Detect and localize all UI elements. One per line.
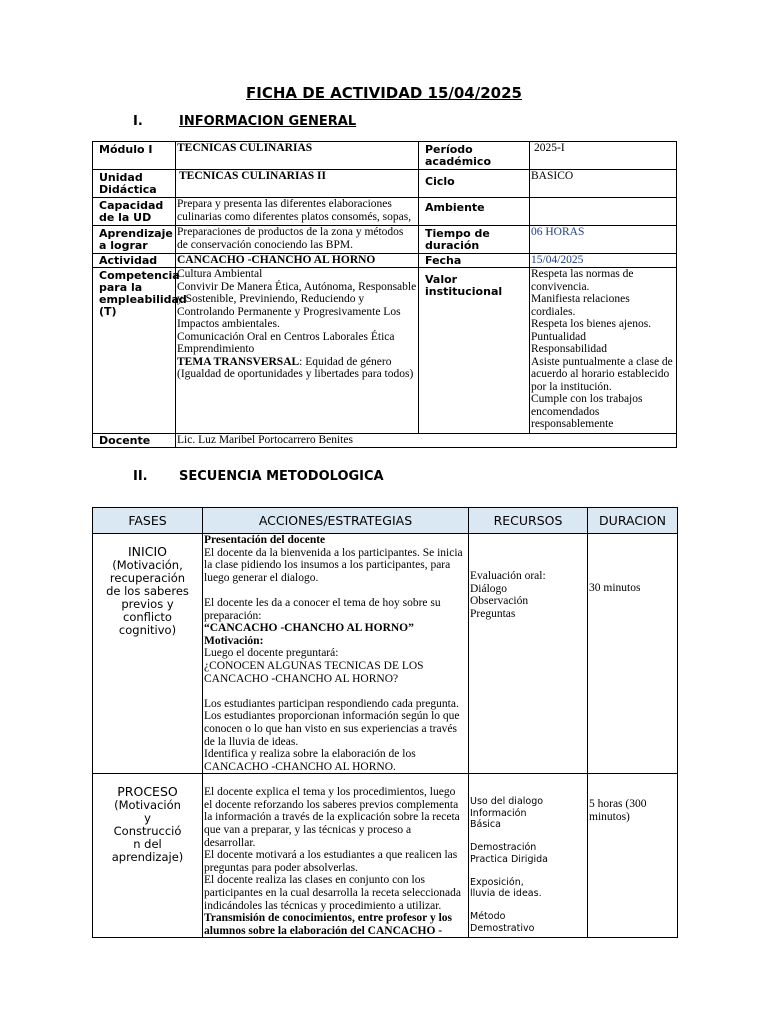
recurso-item: Uso del dialogo	[470, 796, 544, 808]
aprendizaje-label: Aprendizaje a lograr	[93, 226, 176, 254]
accion-line: Identifica y realiza sobre la elaboración de los	[204, 748, 416, 761]
competencia-line: Convivir De Manera Ética, Autónoma, Responsable	[177, 280, 417, 293]
aprendizaje-value: Preparaciones de productos de la zona y métodos de conservación conociendo las BPM.	[176, 226, 419, 254]
competencia-cell	[176, 268, 419, 434]
recurso-item: Demostrativo	[470, 922, 535, 934]
header-fases: FASES	[93, 508, 203, 534]
document-title: FICHA DE ACTIVIDAD 15/04/2025	[246, 84, 522, 102]
accion-line: CANCACHO -CHANCHO AL HORNO?	[204, 672, 399, 685]
acciones-inicio	[203, 534, 469, 774]
accion-line: el docente reforzando los saberes previos complementa	[204, 798, 459, 811]
competencia-line: Comunicación Oral en Centros Laborales Ética	[177, 330, 395, 343]
competencia-line: Emprendimiento	[177, 343, 255, 355]
accion-line	[204, 685, 467, 698]
periodo-label: Período académico	[419, 142, 530, 170]
header-acciones: ACCIONES/ESTRATEGIAS	[203, 508, 469, 534]
accion-line	[204, 584, 467, 597]
transversal-value: : Equidad de género	[299, 355, 392, 368]
actividad-value: CANCACHO -CHANCHO AL HORNO	[176, 254, 419, 268]
valor-line: Asiste puntualmente a clase de	[531, 355, 673, 368]
ciclo-value: BASICO	[530, 170, 677, 198]
ciclo-label: Ciclo	[419, 170, 530, 198]
phase-desc-line: y	[144, 811, 151, 826]
accion-line: El docente les da a conocer el tema de hoy sobre su	[204, 596, 441, 609]
accion-line: Transmisión de conocimientos, entre profesor y los	[204, 912, 452, 925]
recurso-item: Demostración	[470, 842, 537, 854]
recurso-item	[470, 831, 586, 843]
competencia-label: Competencia para la empleabilidad (T)	[93, 268, 176, 434]
secuencia-table	[92, 507, 678, 938]
valor-line: Respeta las normas de	[531, 268, 634, 280]
section-number: II.	[133, 469, 148, 484]
header-duracion: DURACION	[588, 508, 678, 534]
valor-line: Respeta los bienes ajenos.	[531, 318, 652, 330]
recurso-item	[470, 865, 586, 877]
accion-line: alumnos sobre la elaboración del CANCACHO -	[204, 924, 443, 937]
accion-line: Motivación:	[204, 634, 264, 647]
phase-desc-line: conflicto	[123, 610, 172, 624]
valor-line: acuerdo al horario establecido	[531, 368, 670, 380]
competencia-line: Cultura Ambiental	[177, 268, 263, 280]
duracion-proceso	[588, 774, 678, 938]
recurso-item: Método	[470, 911, 506, 923]
duracion-inicio	[588, 534, 678, 774]
phase-desc-line: cognitivo)	[118, 623, 177, 637]
phase-desc	[94, 559, 201, 637]
valor-line: Responsabilidad	[531, 343, 608, 355]
fecha-label: Fecha	[419, 254, 530, 268]
competencia-line: Impactos ambientales.	[177, 318, 280, 330]
recurso-item	[470, 900, 586, 912]
periodo-value: 2025-I	[530, 142, 677, 170]
modulo-value: TECNICAS CULINARIAS	[176, 142, 419, 170]
valor-line: Cumple con los trabajos	[531, 393, 643, 405]
recurso-item: Información	[470, 807, 527, 819]
accion-line: Los estudiantes participan respondiendo cada pregunta.	[204, 697, 459, 710]
recurso-item: Básica	[470, 819, 501, 831]
phase-desc-line: (Motivación,	[112, 558, 183, 572]
accion-line: de la lluvia de ideas.	[204, 735, 299, 748]
phase-name: PROCESO	[117, 784, 178, 800]
phase-desc-line: n del	[133, 837, 162, 852]
general-info-table	[92, 141, 677, 448]
phase-desc-line: de los saberes	[106, 584, 189, 598]
phase-desc-line: aprendizaje)	[111, 850, 184, 865]
modulo-label: Módulo I	[93, 142, 176, 170]
ambiente-label: Ambiente	[419, 198, 530, 226]
recurso-item: lluvia de ideas.	[470, 888, 542, 900]
accion-line: El docente da la bienvenida a los participantes. Se inicia	[204, 546, 463, 559]
accion-line: conocen o lo que han visto en sus experiencias a través	[204, 722, 457, 735]
phase-desc-line: previos y	[121, 597, 174, 611]
valor-line: cordiales.	[531, 305, 576, 318]
duracion-value: 30 minutos	[589, 582, 641, 594]
accion-line: CANCACHO -CHANCHO AL HORNO.	[204, 760, 396, 773]
accion-line: participantes en la cual desarrolla la receta seleccionada	[204, 887, 462, 900]
accion-line: preparación:	[204, 609, 262, 622]
recurso-item: Exposición,	[470, 876, 524, 888]
accion-line: “CANCACHO -CHANCHO AL HORNO”	[204, 622, 414, 635]
recursos-inicio	[469, 534, 588, 774]
accion-line: la clase pidiendo los insumos a los participantes, para	[204, 559, 451, 572]
tiempo-label: Tiempo de duración	[419, 226, 530, 254]
acciones-proceso	[203, 774, 469, 938]
docente-value: Lic. Luz Maribel Portocarrero Benites	[176, 434, 677, 448]
competencia-line: y Sostenible, Previniendo, Reduciendo y	[177, 293, 365, 305]
unidad-label: Unidad Didáctica	[93, 170, 176, 198]
accion-line: Presentación del docente	[204, 534, 326, 546]
transversal-line-2: (Igualdad de oportunidades y libertades para todos)	[177, 368, 414, 380]
fecha-value: 15/04/2025	[530, 254, 677, 268]
transversal-line	[177, 356, 417, 369]
phase-inicio	[93, 534, 203, 774]
accion-line: Luego el docente preguntará:	[204, 647, 339, 660]
recurso-item: Evaluación oral:	[470, 570, 546, 582]
ambiente-value	[530, 198, 677, 226]
accion-line: El docente explica el tema y los procedimientos, luego	[204, 786, 456, 799]
accion-line: ¿CONOCEN ALGUNAS TECNICAS DE LOS	[204, 659, 424, 672]
phase-desc	[94, 799, 201, 864]
tiempo-value: 06 HORAS	[530, 226, 677, 254]
valor-line: Puntualidad	[531, 330, 586, 343]
phase-proceso	[93, 774, 203, 938]
transversal-label: TEMA TRANSVERSAL	[177, 355, 300, 368]
docente-label: Docente	[93, 434, 176, 448]
section-label: SECUENCIA METODOLOGICA	[179, 469, 384, 484]
capacidad-value: Prepara y presenta las diferentes elaboraciones culinarias como diferentes platos consomés, sopas,	[176, 198, 419, 226]
recurso-item: Observación	[470, 595, 529, 608]
accion-line: preguntas para poder absolverlas.	[204, 861, 358, 874]
duracion-line: 5 horas (300	[589, 798, 647, 811]
recursos-proceso	[469, 774, 588, 938]
unidad-value: TECNICAS CULINARIAS II	[176, 170, 419, 198]
valor-cell	[530, 268, 677, 434]
accion-line: que van a preparar, y las técnicas y proceso a	[204, 824, 412, 837]
phase-desc-line: recuperación	[109, 571, 186, 585]
valor-line: encomendados	[531, 405, 600, 418]
accion-line: Los estudiantes proporcionan información según lo que	[204, 710, 460, 723]
accion-line: El docente motivará a los estudiantes a que realicen las	[204, 849, 458, 862]
recurso-item: Preguntas	[470, 607, 516, 620]
recurso-item: Practica Dirigida	[470, 853, 548, 865]
section-number: I.	[133, 114, 143, 129]
valor-label: Valor institucional	[419, 268, 530, 434]
accion-line: El docente realiza las clases en conjunto con los	[204, 874, 425, 887]
phase-desc-line: (Motivación	[114, 798, 181, 813]
valor-line: Manifiesta relaciones	[531, 293, 630, 305]
actividad-label: Actividad	[93, 254, 176, 268]
accion-line: indicándoles las técnicas y procedimiento a utilizar.	[204, 899, 442, 912]
valor-line: convivencia.	[531, 280, 590, 293]
valor-line: por la institución.	[531, 380, 612, 393]
accion-line: la información a través de la explicación sobre la receta	[204, 811, 460, 824]
accion-line: luego generar el dialogo.	[204, 571, 319, 584]
recurso-item: Diálogo	[470, 582, 508, 595]
section-label: INFORMACION GENERAL	[179, 114, 357, 129]
capacidad-label: Capacidad de la UD	[93, 198, 176, 226]
header-recursos: RECURSOS	[469, 508, 588, 534]
duracion-line: minutos)	[589, 810, 630, 823]
phase-desc-line: Construcció	[113, 824, 182, 839]
valor-line: responsablemente	[531, 418, 614, 430]
accion-line: desarrollar.	[204, 836, 256, 849]
competencia-line: Controlando Permanente y Progresivamente Los	[177, 305, 401, 318]
phase-name: INICIO	[128, 544, 167, 559]
